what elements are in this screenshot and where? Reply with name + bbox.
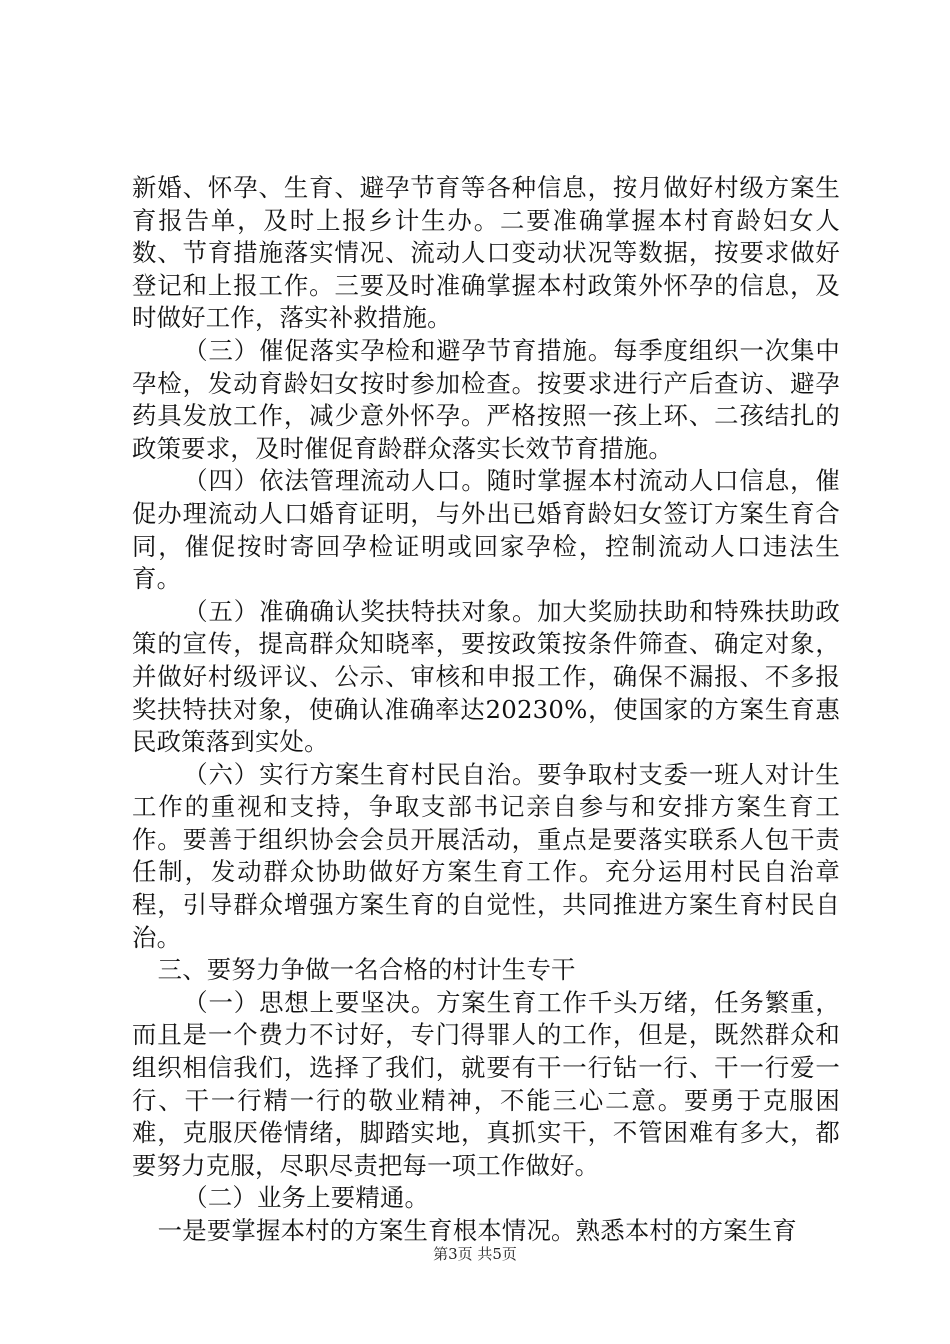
heading-part-3: 三、要努力争做一名合格的村计生专干 [157, 955, 576, 985]
document-body [132, 172, 840, 1248]
paragraph-part-3-section-1: （一）思想上要坚决。方案生育工作千头万绪，任务繁重，而且是一个费力不讨好，专门得罪人的工作，但是，既然群众和组织相信我们，选择了我们，就要有干一行钻一行、干一行爱一行、干一行精一行的敬业精神，不能三心二意。要勇于克服困难，克服厌倦情绪，脚踏实地，真抓实干，不管困难有多大，都要努力克服，尽职尽责把每一项工作做好。 [132, 987, 840, 1180]
paragraph-section-3: （三）催促落实孕检和避孕节育措施。每季度组织一次集中孕检，发动育龄妇女按时参加检查。按要求进行产后查访、避孕药具发放工作，减少意外怀孕。严格按照一孩上环、二孩结扎的政策要求，及时催促育龄群众落实长效节育措施。 [132, 335, 840, 463]
paragraph-section-4: （四）依法管理流动人口。随时掌握本村流动人口信息，催促办理流动人口婚育证明，与外出已婚育龄妇女签订方案生育合同，催促按时寄回孕检证明或回家孕检，控制流动人口违法生育。 [132, 466, 840, 594]
paragraph-section-6: （六）实行方案生育村民自治。要争取村支委一班人对计生工作的重视和支持，争取支部书记亲自参与和安排方案生育工作。要善于组织协会会员开展活动，重点是要落实联系人包干责任制，发动群众协助做好方案生育工作。充分运用村民自治章程，引导群众增强方案生育的自觉性，共同推进方案生育村民自治。 [132, 759, 840, 952]
paragraph-part-3-section-2: （二）业务上要精通。 [183, 1183, 430, 1213]
paragraph-section-5: （五）准确确认奖扶特扶对象。加大奖励扶助和特殊扶助政策的宣传，提高群众知晓率，要按政策按条件筛查、确定对象，并做好村级评议、公示、审核和申报工作，确保不漏报、不多报奖扶特扶对象，使确认准确率达20230%，使国家的方案生育惠民政策落到实处。 [132, 596, 840, 757]
paragraph-continued-info: 新婚、怀孕、生育、避孕节育等各种信息，按月做好村级方案生育报告单，及时上报乡计生办。二要准确掌握本村育龄妇女人数、节育措施落实情况、流动人口变动状况等数据，按要求做好登记和上报工作。三要及时准确掌握本村政策外怀孕的信息，及时做好工作，落实补救措施。 [132, 173, 840, 333]
page-number-footer: 第3页 共5页 [433, 1245, 517, 1263]
paragraph-part-3-item-1: 一是要掌握本村的方案生育根本情况。熟悉本村的方案生育 [157, 1216, 797, 1245]
